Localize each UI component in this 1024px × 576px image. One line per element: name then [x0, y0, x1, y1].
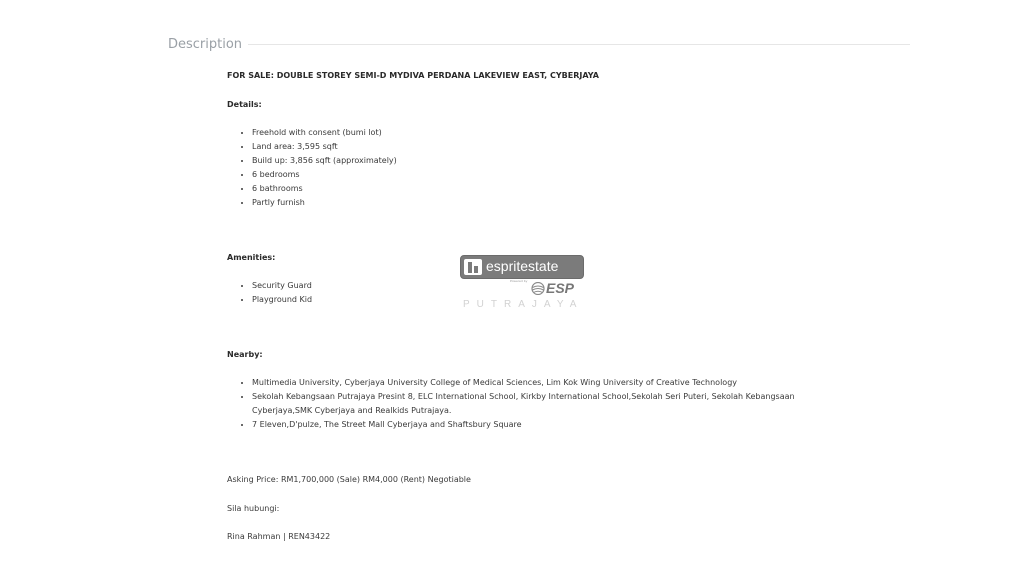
section-divider	[248, 44, 910, 45]
watermark-esp: ESP	[546, 280, 575, 296]
list-item: • Partly furnish	[252, 196, 397, 210]
details-label: Details:	[227, 100, 262, 109]
list-item: • Land area: 3,595 sqft	[252, 140, 397, 154]
description-section-header	[168, 36, 910, 54]
listing-heading: FOR SALE: DOUBLE STOREY SEMI-D MYDIVA PERDANA LAKEVIEW EAST, CYBERJAYA	[227, 71, 599, 80]
list-item: • 6 bathrooms	[252, 182, 397, 196]
list-item: • Security Guard	[252, 279, 312, 293]
list-item: • 6 bedrooms	[252, 168, 397, 182]
list-item: • Sekolah Kebangsaan Putrajaya Presint 8, ELC International School, Kirkby International School,Sekolah Seri Puteri, Sekolah Kebangsaan Cyberjaya,SMK Cyberjaya and Realkids Putrajaya.	[252, 390, 830, 418]
contact-prompt: Sila hubungi:	[227, 504, 280, 513]
nearby-label: Nearby:	[227, 350, 263, 359]
amenities-label: Amenities:	[227, 253, 276, 262]
list-item: • Build up: 3,856 sqft (approximately)	[252, 154, 397, 168]
watermark-badge	[460, 255, 584, 279]
details-list	[227, 126, 397, 210]
building-icon	[464, 259, 482, 275]
espritestate-watermark	[460, 255, 584, 315]
amenities-list	[227, 279, 312, 307]
asking-price: Asking Price: RM1,700,000 (Sale) RM4,000 (Rent) Negotiable	[227, 475, 471, 484]
watermark-location: PUTRAJAYA	[463, 299, 584, 310]
list-item: • Freehold with consent (bumi lot)	[252, 126, 397, 140]
watermark-powered-by: Powered by	[510, 279, 528, 283]
list-item: • 7 Eleven,D'pulze, The Street Mall Cyberjaya and Shaftsbury Square	[252, 418, 830, 432]
esp-globe-icon	[531, 282, 545, 295]
agent-contact: Rina Rahman | REN43422	[227, 532, 331, 541]
section-title: Description	[168, 37, 243, 52]
watermark-brand: espritestate	[486, 258, 559, 274]
nearby-list	[227, 376, 830, 432]
list-item: • Playground Kid	[252, 293, 312, 307]
list-item: • Multimedia University, Cyberjaya University College of Medical Sciences, Lim Kok Wing University of Creative Technology	[252, 376, 830, 390]
